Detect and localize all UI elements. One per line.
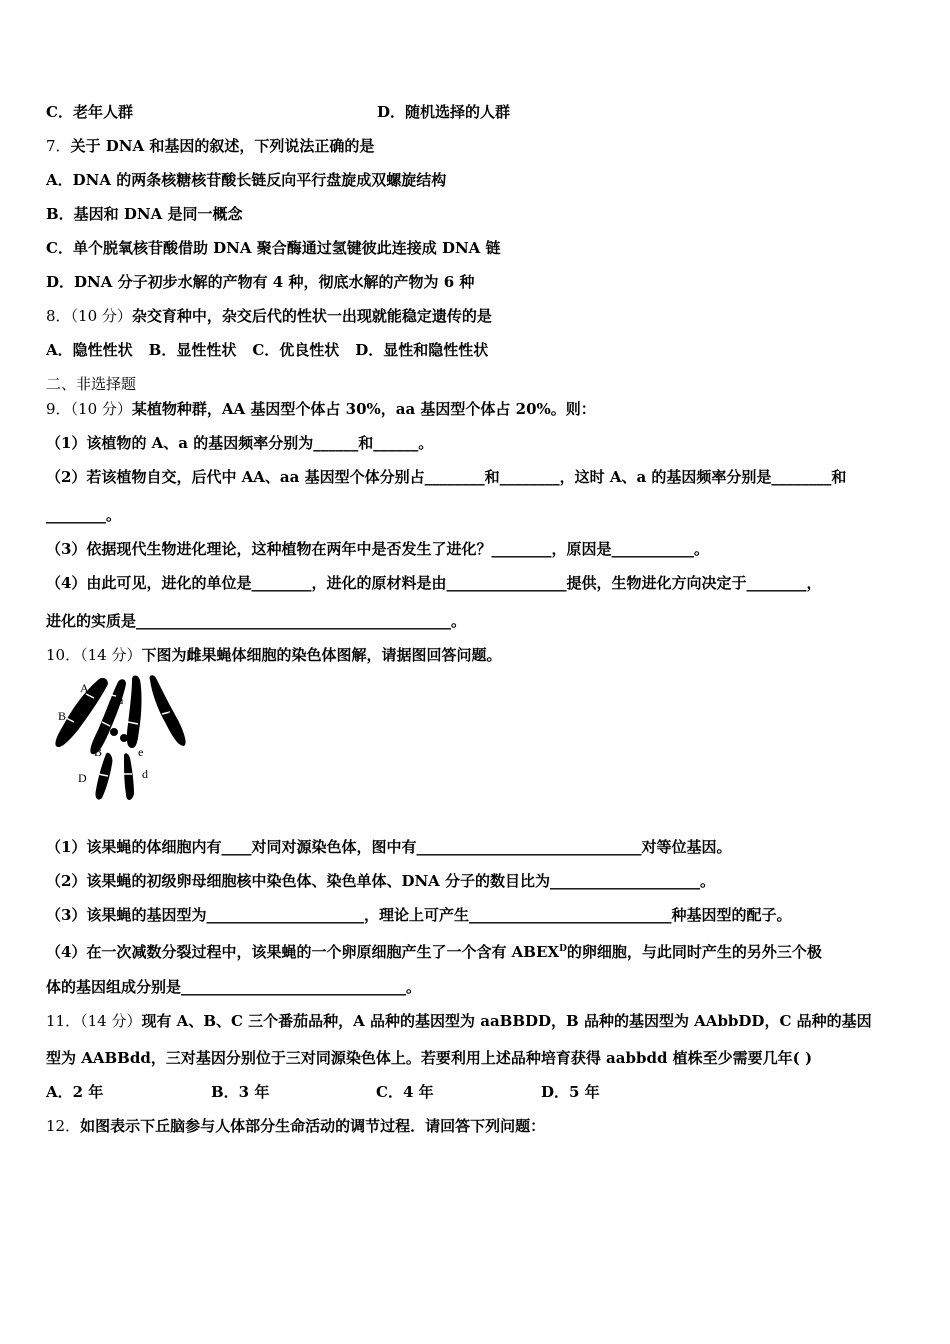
q9-part3: （3）依据现代生物进化理论，这种植物在两年中是否发生了进化？________，原因是___________。 bbox=[46, 540, 709, 558]
q8-option-d: D．显性和隐性性状 bbox=[355, 341, 489, 359]
q8-option-c: C．优良性状 bbox=[252, 341, 340, 359]
q7-stem bbox=[46, 136, 374, 156]
chromosome-lower-left bbox=[95, 753, 112, 800]
chromosome-right-inner bbox=[127, 676, 142, 749]
q10-number: 10．（14 分） bbox=[46, 646, 142, 664]
q10-stem bbox=[46, 645, 501, 665]
q10-part4-post: 的卵细胞，与此同时产生的另外三个极 bbox=[566, 943, 822, 961]
label-D: D bbox=[78, 771, 87, 785]
q11-option-d: D．5 年 bbox=[541, 1083, 600, 1101]
q9-number: 9．（10 分） bbox=[46, 400, 132, 418]
q11-text-a: 现有 A、B、C 三个番茄品种，A 品种的基因型为 aaBBDD，B 品种的基因型为 AAbbDD，C 品种的基因 bbox=[141, 1012, 872, 1030]
q7-option-c: C．单个脱氧核苷酸借助 DNA 聚合酶通过氢键彼此连接成 DNA 链 bbox=[46, 239, 501, 257]
q9-part4-line1: （4）由此可见，进化的单位是________，进化的原材料是由________________提供，生物进化方向决定于________， bbox=[46, 574, 822, 592]
q10-part4-line2: 体的基因组成分别是______________________________。 bbox=[46, 978, 422, 996]
q7-option-b: B．基因和 DNA 是同一概念 bbox=[46, 205, 243, 223]
q8-option-b: B．显性性状 bbox=[148, 341, 237, 359]
q12-number: 12． bbox=[46, 1117, 81, 1135]
q10-part3: （3）该果蝇的基因型为_____________________，理论上可产生___________________________种基因型的配子。 bbox=[46, 906, 792, 924]
q8-options bbox=[46, 340, 488, 360]
section-heading: 二、非选择题 bbox=[46, 375, 137, 393]
label-A: A bbox=[80, 681, 89, 695]
q7-number: 7． bbox=[46, 137, 71, 155]
label-B-lower: B bbox=[94, 745, 103, 759]
q11-option-b: B．3 年 bbox=[211, 1083, 270, 1101]
q7-option-a: A．DNA 的两条核糖核苷酸长链反向平行盘旋成双螺旋结构 bbox=[46, 171, 447, 189]
q7-option-d: D．DNA 分子初步水解的产物有 4 种，彻底水解的产物为 6 种 bbox=[46, 273, 475, 291]
chromosome-dot-2 bbox=[120, 734, 128, 742]
label-E: E bbox=[168, 709, 176, 723]
q8-option-a: A．隐性性状 bbox=[46, 341, 133, 359]
q6-option-d: D．随机选择的人群 bbox=[377, 103, 511, 121]
q8-text: 杂交育种中，杂交后代的性状一出现就能稳定遗传的是 bbox=[131, 307, 492, 325]
chromosome-diagram bbox=[46, 668, 196, 808]
label-d: d bbox=[142, 767, 148, 781]
q11-stem-line2: 型为 AABBdd，三对基因分别位于三对同源染色体上。若要利用上述品种培育获得 aabbdd 植株至少需要几年( ) bbox=[46, 1049, 813, 1067]
label-e: e bbox=[138, 745, 144, 759]
q9-part2-line2: ________。 bbox=[46, 506, 122, 524]
q12-text: 如图表示下丘脑参与人体部分生命活动的调节过程．请回答下列问题： bbox=[80, 1117, 546, 1135]
q8-number: 8．（10 分） bbox=[46, 307, 132, 325]
q10-text: 下图为雌果蝇体细胞的染色体图解，请据图回答问题。 bbox=[141, 646, 502, 664]
q10-part4-superscript: D bbox=[559, 944, 567, 954]
q9-part1: （1）该植物的 A、a 的基因频率分别为______和______。 bbox=[46, 434, 434, 452]
q9-part4-line2: 进化的实质是__________________________________________。 bbox=[46, 612, 467, 630]
chromosome-lower-right bbox=[124, 753, 134, 800]
q9-part2-line1: （2）若该植物自交，后代中 AA、aa 基因型个体分别占________和________，这时 A、a 的基因频率分别是________和 bbox=[46, 468, 847, 486]
q10-part1: （1）该果蝇的体细胞内有____对同对源染色体，图中有______________________________对等位基因。 bbox=[46, 838, 732, 856]
q10-part2: （2）该果蝇的初级卵母细胞核中染色体、染色单体、DNA 分子的数目比为____________________。 bbox=[46, 872, 716, 890]
label-a: a bbox=[118, 693, 124, 707]
q6-option-c: C．老年人群 bbox=[46, 103, 133, 121]
q11-option-a: A．2 年 bbox=[46, 1083, 104, 1101]
chromosome-dot-1 bbox=[110, 728, 118, 736]
q11-option-c: C．4 年 bbox=[376, 1083, 434, 1101]
q12-stem bbox=[46, 1116, 545, 1136]
q9-stem bbox=[46, 399, 596, 419]
q10-part4-line1 bbox=[46, 939, 822, 962]
label-B: B bbox=[58, 709, 67, 723]
q7-text: 关于 DNA 和基因的叙述，下列说法正确的是 bbox=[70, 137, 375, 155]
q11-stem-line1 bbox=[46, 1011, 872, 1031]
q9-text: 某植物种群，AA 基因型个体占 30%，aa 基因型个体占 20%。则： bbox=[131, 400, 596, 418]
q8-stem bbox=[46, 306, 492, 326]
q10-part4-pre: （4）在一次减数分裂过程中，该果蝇的一个卵原细胞产生了一个含有 ABEX bbox=[46, 943, 560, 961]
q11-number: 11．（14 分） bbox=[46, 1012, 142, 1030]
